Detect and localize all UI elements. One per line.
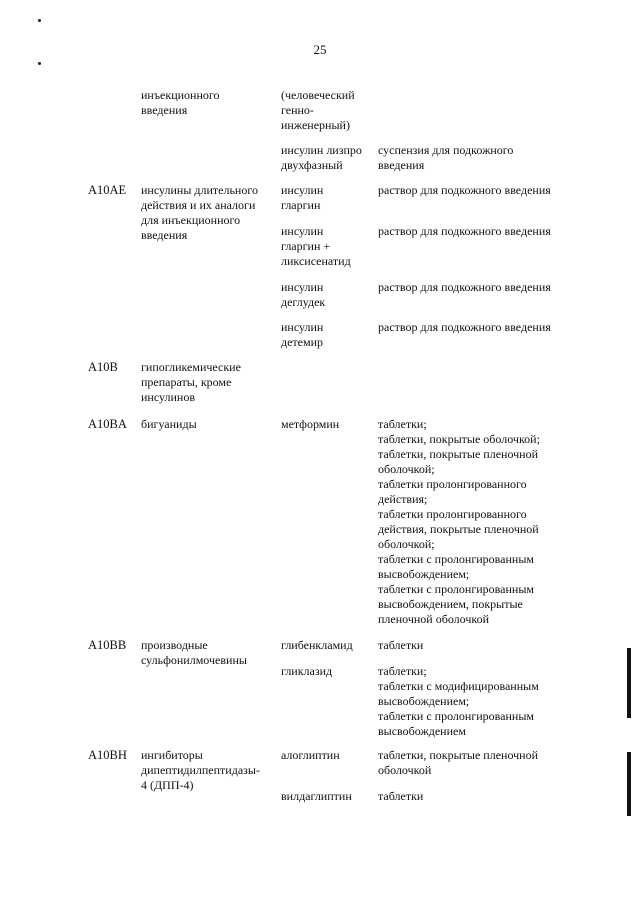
atc-code: A10BH xyxy=(88,748,127,762)
dosage-form: таблетки; таблетки с модифицированным высвобождением; таблетки с пролонгированным высвобождением xyxy=(378,664,539,738)
drug-name: инсулин гларгин xyxy=(281,183,324,212)
dosage-form: таблетки xyxy=(378,789,424,803)
drug-name: инсулин лизпро двухфазный xyxy=(281,143,362,172)
scan-mark xyxy=(38,62,41,65)
drug-name: вилдаглиптин xyxy=(281,789,352,803)
group-name: бигуаниды xyxy=(141,417,197,431)
group-name: гипогликемические препараты, кроме инсулинов xyxy=(141,360,241,404)
scan-edge-bar xyxy=(627,752,631,816)
dosage-form: суспензия для подкожного введения xyxy=(378,143,514,172)
atc-code: A10BB xyxy=(88,638,127,652)
group-name: ингибиторы дипептидилпептидазы- 4 (ДПП-4) xyxy=(141,748,260,792)
atc-code: A10B xyxy=(88,360,118,374)
dosage-form: раствор для подкожного введения xyxy=(378,224,551,238)
drug-name: метформин xyxy=(281,417,340,431)
page-number: 25 xyxy=(313,42,327,57)
group-name: инъекционного введения xyxy=(141,88,220,117)
scan-mark xyxy=(38,19,41,22)
dosage-form: таблетки, покрытые пленочной оболочкой xyxy=(378,748,539,777)
dosage-form: раствор для подкожного введения xyxy=(378,320,551,334)
drug-name: алоглиптин xyxy=(281,748,340,762)
dosage-form: раствор для подкожного введения xyxy=(378,183,551,197)
atc-code: A10BA xyxy=(88,417,127,431)
atc-code: A10AE xyxy=(88,183,127,197)
drug-name: гликлазид xyxy=(281,664,333,678)
drug-name: инсулин гларгин + ликсисенатид xyxy=(281,224,351,268)
drug-name: инсулин детемир xyxy=(281,320,324,349)
drug-name: инсулин деглудек xyxy=(281,280,326,309)
dosage-form: раствор для подкожного введения xyxy=(378,280,551,294)
drug-name: (человеческий генно- инженерный) xyxy=(281,88,355,132)
dosage-form: таблетки xyxy=(378,638,424,652)
drug-name: глибенкламид xyxy=(281,638,353,652)
scan-edge-bar xyxy=(627,648,631,718)
group-name: производные сульфонилмочевины xyxy=(141,638,247,667)
group-name: инсулины длительного действия и их аналоги для инъекционного введения xyxy=(141,183,258,242)
dosage-form: таблетки; таблетки, покрытые оболочкой; таблетки, покрытые пленочной оболочкой; таблетки пролонгированного действия; таблетки пролонгированного действия, покрытые пленочной оболочкой; таблетки с пролонгированным высвобождением; таблетки с пролонгированным высвобождением, покрытые пленочной оболочкой xyxy=(378,417,540,626)
